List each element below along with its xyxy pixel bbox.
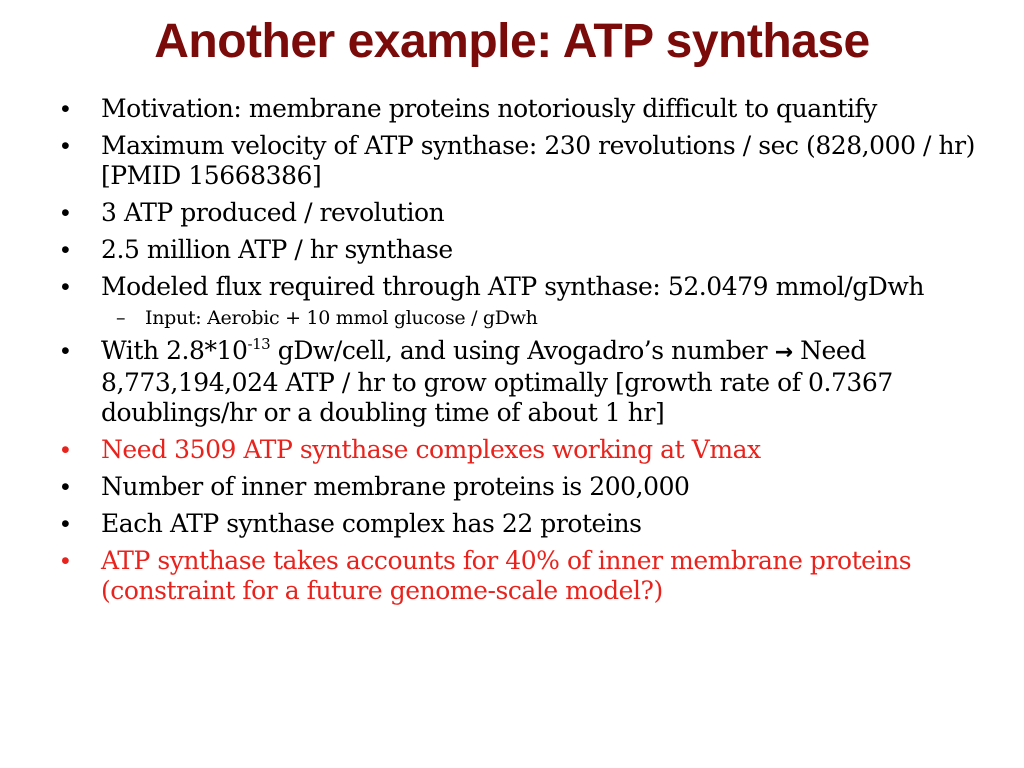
bullet-text: ATP synthase takes accounts for 40% of inner membrane proteins (constraint for a future genome-scale model?) bbox=[101, 546, 912, 605]
sub-bullet-text: Input: Aerobic + 10 mmol glucose / gDwh bbox=[145, 307, 538, 329]
bullet-dot-icon: • bbox=[61, 473, 70, 501]
bullet-text: Modeled flux required through ATP synthase: 52.0479 mmol/gDwh bbox=[101, 272, 924, 301]
bullet-text: Motivation: membrane proteins notoriously difficult to quantify bbox=[101, 94, 877, 123]
bullet-inner-membrane-proteins bbox=[60, 472, 980, 502]
bullet-modeled-flux bbox=[60, 272, 980, 302]
sub-bullet-dash-icon: – bbox=[116, 307, 126, 329]
sub-bullet-input bbox=[60, 306, 980, 330]
bullet-text-suffix: Need 8,773,194,024 ATP / hr to grow optimally [growth rate of 0.7367 doublings/hr or a doubling time of about 1 hr] bbox=[101, 336, 893, 427]
bullet-dot-icon: • bbox=[61, 436, 70, 464]
bullet-motivation bbox=[60, 94, 980, 124]
slide-title: Another example: ATP synthase bbox=[154, 15, 870, 68]
bullet-text-prefix: With 2.8*10 bbox=[101, 336, 248, 365]
bullet-dot-icon: • bbox=[61, 510, 70, 538]
bullet-text: Need 3509 ATP synthase complexes working at Vmax bbox=[101, 435, 761, 464]
bullet-dot-icon: • bbox=[61, 132, 70, 160]
bullet-max-velocity bbox=[60, 131, 980, 191]
bullet-avogadro bbox=[60, 336, 980, 428]
bullet-dot-icon: • bbox=[61, 95, 70, 123]
bullet-text: Each ATP synthase complex has 22 proteins bbox=[101, 509, 642, 538]
bullet-dot-icon: • bbox=[61, 337, 70, 365]
exponent: -13 bbox=[247, 335, 271, 353]
bullet-dot-icon: • bbox=[61, 547, 70, 575]
right-arrow-icon: → bbox=[774, 340, 793, 365]
bullet-text: 2.5 million ATP / hr synthase bbox=[101, 235, 453, 264]
bullet-constraint bbox=[60, 546, 980, 606]
bullet-complex-proteins bbox=[60, 509, 980, 539]
bullet-dot-icon: • bbox=[61, 199, 70, 227]
bullet-atp-per-revolution bbox=[60, 198, 980, 228]
bullet-text: Number of inner membrane proteins is 200,000 bbox=[101, 472, 690, 501]
bullet-atp-per-hour bbox=[60, 235, 980, 265]
bullet-text: Maximum velocity of ATP synthase: 230 revolutions / sec (828,000 / hr) [PMID 15668386] bbox=[101, 131, 975, 190]
bullet-dot-icon: • bbox=[61, 236, 70, 264]
bullet-list bbox=[60, 94, 980, 613]
bullet-need-complexes bbox=[60, 435, 980, 465]
bullet-dot-icon: • bbox=[61, 273, 70, 301]
bullet-text-middle: gDw/cell, and using Avogadro’s number bbox=[270, 336, 775, 365]
bullet-text: 3 ATP produced / revolution bbox=[101, 198, 445, 227]
